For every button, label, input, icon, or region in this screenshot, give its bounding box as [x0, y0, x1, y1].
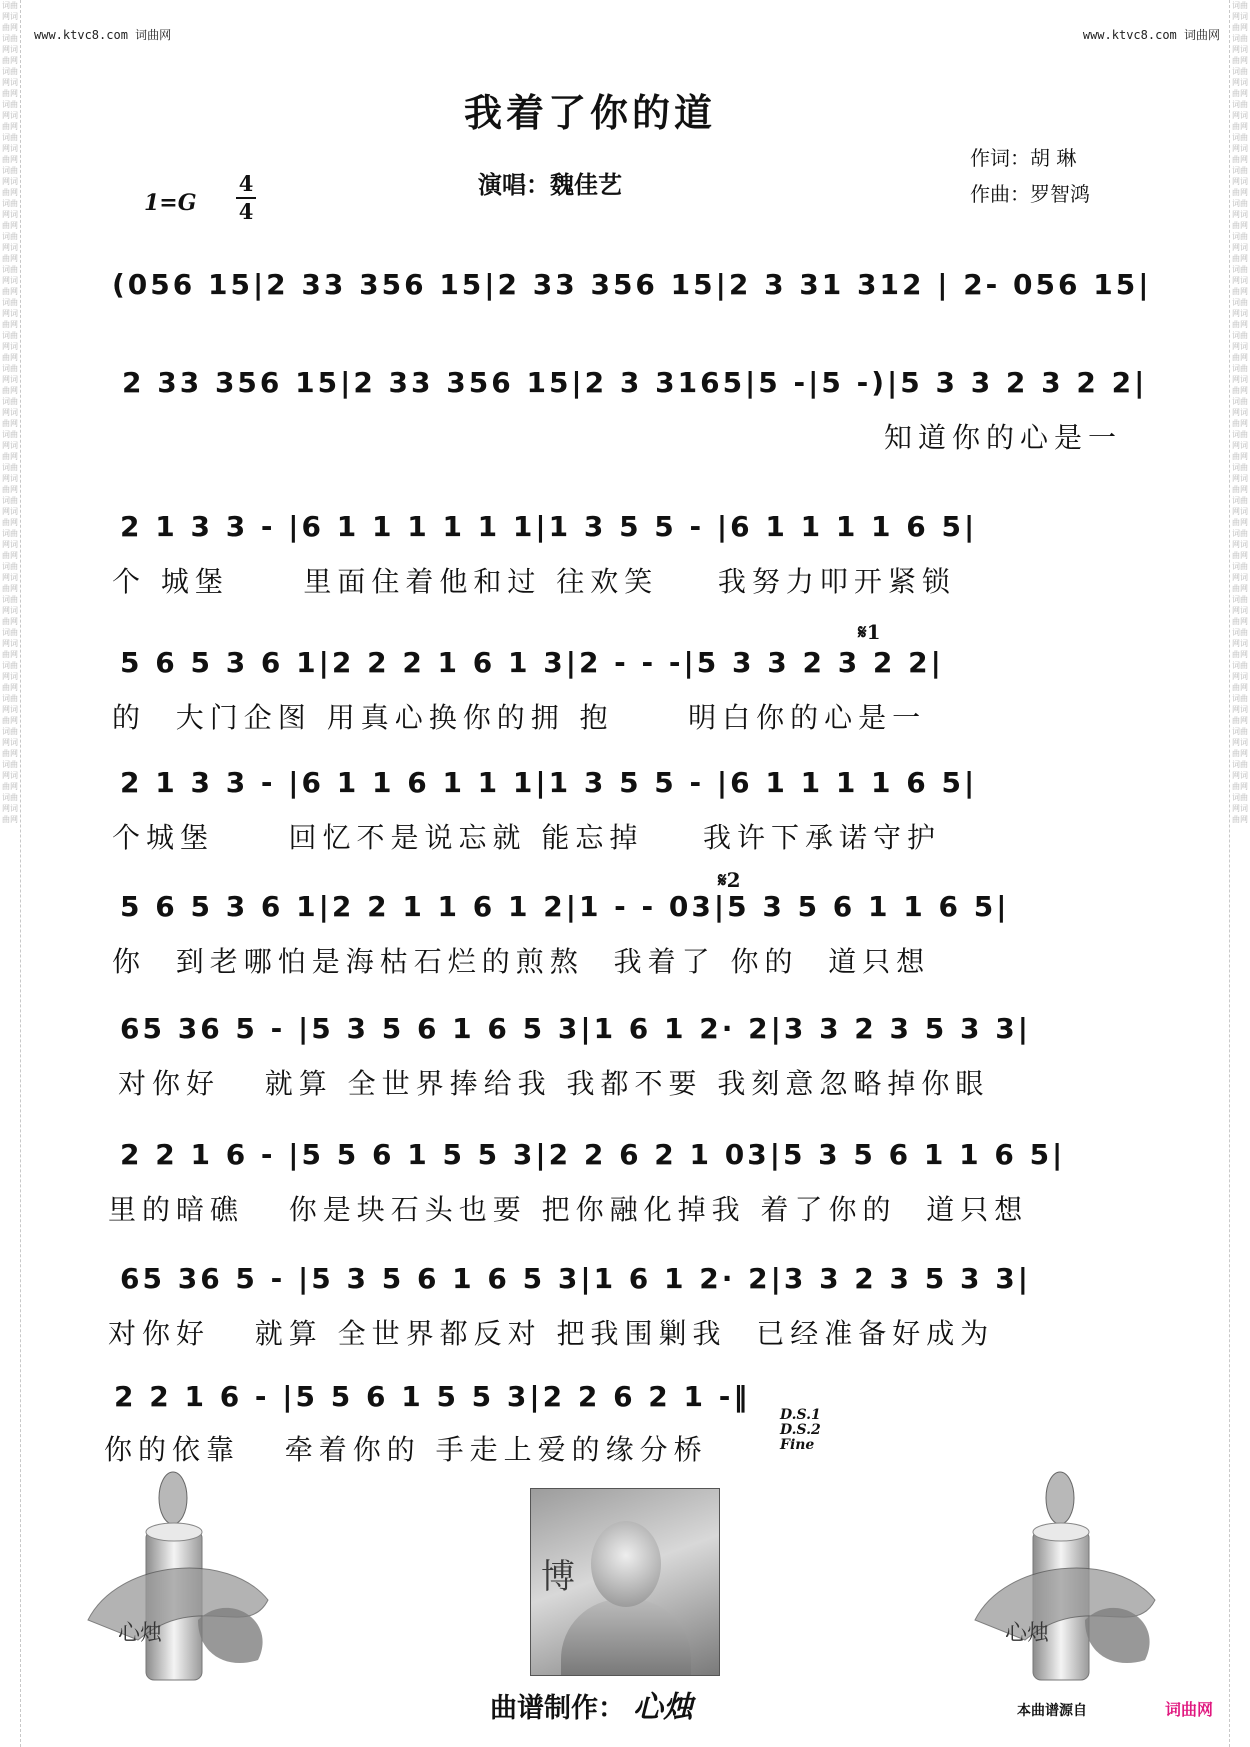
score-line-6-lyrics: 你 到老哪怕是海枯石烂的煎熬 我着了 你的 道只想 [112, 945, 931, 978]
score-line-2-lyrics: 知道你的心是一 [884, 421, 1123, 454]
song-title: 我着了你的道 [463, 90, 716, 135]
score-line-1-notes: (056 15|2 33 356 15|2 33 356 15|2 3 31 312 | 2- 056 15| [112, 268, 1152, 301]
score-line-2-notes: 2 33 356 15|2 33 356 15|2 3 3165|5 -|5 -)|5 3 3 2 3 2 2| [122, 366, 1148, 399]
score-line-5-notes: 2 1 3 3 - |6 1 1 6 1 1 1|1 3 5 5 - |6 1 1 1 1 6 5| [120, 766, 978, 799]
composer: 作曲：罗智鸿 [970, 182, 1090, 206]
maker-label: 曲谱制作： [490, 1693, 625, 1724]
score-line-7-lyrics: 对你好 就算 全世界捧给我 我都不要 我刻意忽略掉你眼 [118, 1067, 990, 1100]
right-watermark-strip: 词曲网词曲网词曲网词曲网词曲网词曲网词曲网词曲网词曲网词曲网词曲网词曲网词曲网词曲网词曲网词曲网词曲网词曲网词曲网词曲网词曲网词曲网词曲网词曲网词曲网词曲网词曲网词曲网词曲网词曲网词曲网词曲网词曲网词曲网词曲网词曲网词曲网词曲网词曲网词曲网词曲网词曲网词曲网词曲网词曲网词曲网词曲网词曲网词曲网词曲网 [1229, 0, 1250, 1747]
score-line-8-notes: 2 2 1 6 - |5 5 6 1 5 5 3|2 2 6 2 1 03|5 3 5 6 1 1 6 5| [120, 1138, 1066, 1171]
score-maker [490, 1682, 693, 1726]
ds2-mark: D.S.2 [780, 1422, 821, 1438]
brand-logo[interactable]: 词曲网 [1165, 1700, 1214, 1719]
maker-name: 心烛 [633, 1690, 693, 1725]
singer-photo [530, 1488, 720, 1676]
candle-left-image [78, 1470, 298, 1690]
candle-right-image [965, 1470, 1185, 1690]
score-line-5-lyrics: 个城堡 回忆不是说忘就 能忘掉 我许下承诺守护 [112, 821, 942, 854]
score-line-9-lyrics: 对你好 就算 全世界都反对 把我围剿我 已经准备好成为 [108, 1317, 995, 1350]
time-signature [232, 172, 260, 224]
repeat-marks [780, 1408, 821, 1453]
score-line-4-lyrics: 的 大门企图 用真心换你的拥 抱 明白你的心是一 [112, 701, 927, 734]
score-line-3-lyrics: 个 城堡 里面住着他和过 往欢笑 我努力叩开紧锁 [112, 565, 956, 598]
key-signature: 1=G [144, 190, 197, 216]
candle-left-label: 心烛 [118, 1621, 163, 1646]
score-line-9-notes: 65 36 5 - |5 3 5 6 1 6 5 3|1 6 1 2· 2|3 3 2 3 5 3 3| [120, 1262, 1031, 1295]
segno-1: 𝄋1 [858, 620, 881, 644]
ds1-mark: D.S.1 [780, 1407, 821, 1423]
time-signature-bottom: 4 [238, 199, 254, 224]
left-watermark-strip: 词曲网词曲网词曲网词曲网词曲网词曲网词曲网词曲网词曲网词曲网词曲网词曲网词曲网词曲网词曲网词曲网词曲网词曲网词曲网词曲网词曲网词曲网词曲网词曲网词曲网词曲网词曲网词曲网词曲网词曲网词曲网词曲网词曲网词曲网词曲网词曲网词曲网词曲网词曲网词曲网词曲网词曲网词曲网词曲网词曲网词曲网词曲网词曲网词曲网词曲网 [0, 0, 21, 1747]
site-url-left[interactable]: www.ktvc8.com 词曲网 [34, 28, 172, 42]
score-line-10-notes: 2 2 1 6 - |5 5 6 1 5 5 3|2 2 6 2 1 -‖ [114, 1380, 751, 1413]
score-line-8-lyrics: 里的暗礁 你是块石头也要 把你融化掉我 着了你的 道只想 [108, 1193, 1029, 1226]
photo-body [561, 1599, 691, 1676]
fine-mark: Fine [780, 1437, 815, 1453]
lyricist: 作词：胡 琳 [970, 146, 1077, 170]
photo-sign-text: 博 [541, 1557, 575, 1597]
segno-2: 𝄋2 [718, 868, 741, 892]
score-line-7-notes: 65 36 5 - |5 3 5 6 1 6 5 3|1 6 1 2· 2|3 3 2 3 5 3 3| [120, 1012, 1031, 1045]
singer: 演唱：魏佳艺 [478, 170, 622, 199]
score-line-10-lyrics: 你的依靠 牵着你的 手走上爱的缘分桥 [104, 1433, 708, 1466]
candle-right-label: 心烛 [1005, 1621, 1050, 1646]
score-line-4-notes: 5 6 5 3 6 1|2 2 2 1 6 1 3|2 - - -|5 3 3 2 3 2 2| [120, 646, 944, 679]
source-label: 本曲谱源自 [1017, 1703, 1087, 1719]
photo-face [591, 1521, 661, 1607]
score-line-6-notes: 5 6 5 3 6 1|2 2 1 1 6 1 2|1 - - 03|5 3 5 6 1 1 6 5| [120, 890, 1010, 923]
score-line-3-notes: 2 1 3 3 - |6 1 1 1 1 1 1|1 3 5 5 - |6 1 1 1 1 6 5| [120, 510, 978, 543]
site-url-right[interactable]: www.ktvc8.com 词曲网 [1082, 28, 1220, 42]
time-signature-top: 4 [238, 171, 254, 196]
